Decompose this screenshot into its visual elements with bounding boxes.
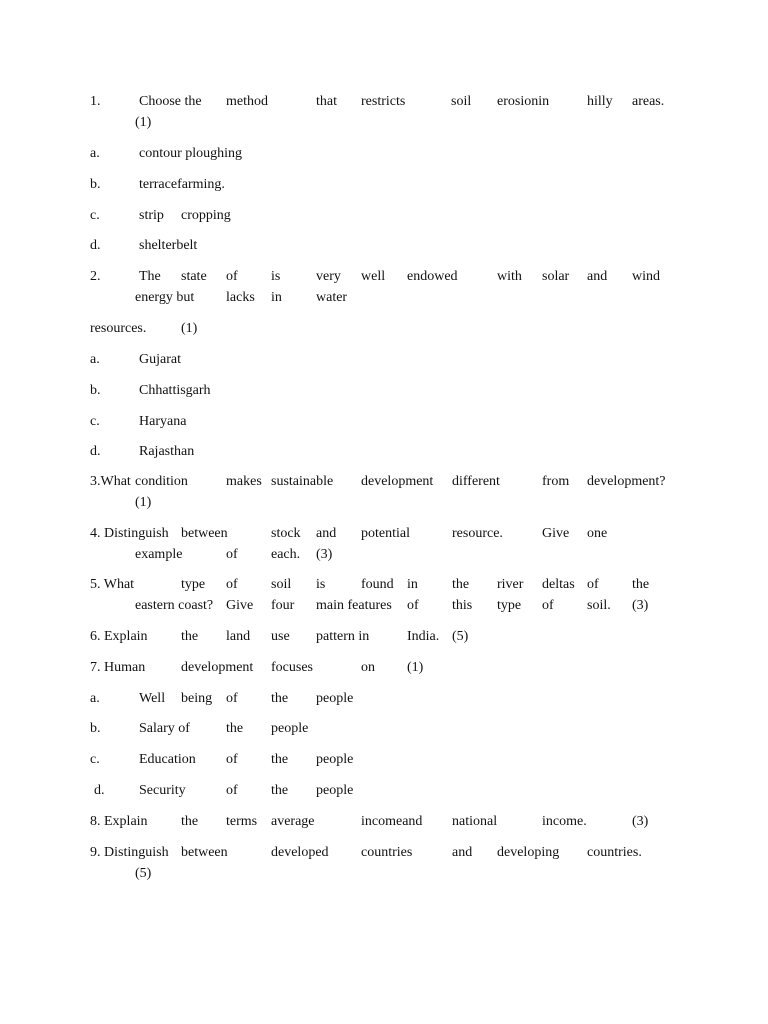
question-word: development — [361, 474, 434, 489]
question-word: pattern in — [316, 629, 370, 644]
option-word: Salary of — [139, 721, 190, 736]
question-word: 3.What — [90, 474, 131, 489]
question-word: type — [497, 598, 522, 613]
question-word: focuses — [271, 660, 313, 675]
option-letter: a. — [90, 352, 100, 367]
question-word: developing — [497, 845, 560, 860]
option-c — [0, 412, 768, 432]
question-word: sustainable — [271, 474, 334, 489]
question-word: method — [226, 94, 268, 109]
question-word: countries. — [587, 845, 642, 860]
option-text: Chhattisgarh — [139, 383, 211, 398]
question-8 — [0, 812, 768, 832]
option-letter: c. — [90, 208, 100, 223]
question-word: example — [135, 547, 183, 562]
option-word: cropping — [181, 208, 231, 223]
question-word: and — [452, 845, 473, 860]
question-word: soil — [451, 94, 472, 109]
question-word: and — [587, 269, 608, 284]
question-word: the — [632, 577, 650, 592]
question-word: well — [361, 269, 386, 284]
question-word: 8. Explain — [90, 814, 148, 829]
question-word: is — [271, 269, 281, 284]
question-6 — [0, 627, 768, 647]
question-word: type — [181, 577, 206, 592]
question-word: India. — [407, 629, 440, 644]
option-word: of — [226, 783, 238, 798]
option-letter: d. — [90, 238, 101, 253]
question-word: river — [497, 577, 524, 592]
option-word: people — [316, 691, 354, 706]
option-d — [0, 442, 768, 462]
option-d — [0, 781, 768, 801]
option-letter: b. — [90, 177, 101, 192]
question-marks: (1) — [135, 115, 152, 130]
question-word: each. — [271, 547, 301, 562]
question-word: 9. Distinguish — [90, 845, 169, 860]
question-word: between — [181, 526, 228, 541]
question-5 — [0, 575, 768, 595]
question-word: on — [361, 660, 375, 675]
question-word: the — [181, 629, 199, 644]
option-a — [0, 350, 768, 370]
question-word: water — [316, 290, 348, 305]
question-word: 7. Human — [90, 660, 146, 675]
question-3-marks-line — [0, 493, 768, 513]
question-word: in — [407, 577, 418, 592]
question-word: use — [271, 629, 290, 644]
question-word: Give — [226, 598, 254, 613]
question-2 — [0, 267, 768, 287]
question-word: erosionin — [497, 94, 550, 109]
question-word: development? — [587, 474, 666, 489]
question-word: and — [316, 526, 337, 541]
option-word: the — [226, 721, 244, 736]
option-word: Security — [139, 783, 186, 798]
question-word: of — [226, 547, 238, 562]
question-marks: (1) — [407, 660, 424, 675]
question-word: solar — [542, 269, 570, 284]
question-word: is — [316, 577, 326, 592]
option-a — [0, 144, 768, 164]
option-letter: b. — [90, 721, 101, 736]
question-word: Give — [542, 526, 570, 541]
option-word: strip — [139, 208, 164, 223]
option-a — [0, 689, 768, 709]
question-marks: (5) — [135, 866, 152, 881]
option-c — [0, 206, 768, 226]
question-word: hilly — [587, 94, 613, 109]
question-2-line-3 — [0, 319, 768, 339]
question-word: this — [452, 598, 473, 613]
question-word: land — [226, 629, 251, 644]
question-word: countries — [361, 845, 413, 860]
question-word: Choose the — [139, 94, 202, 109]
option-text: terracefarming. — [139, 177, 225, 192]
question-9-marks-line — [0, 864, 768, 884]
option-word: Well — [139, 691, 166, 706]
question-word: one — [587, 526, 608, 541]
option-b — [0, 381, 768, 401]
question-marks: (3) — [632, 814, 649, 829]
question-4-line-2 — [0, 545, 768, 565]
question-word: terms — [226, 814, 258, 829]
option-letter: a. — [90, 146, 100, 161]
question-word: energy but — [135, 290, 195, 305]
option-b — [0, 719, 768, 739]
question-word: income. — [542, 814, 587, 829]
question-word: condition — [135, 474, 188, 489]
question-1-marks-line — [0, 113, 768, 133]
question-word: areas. — [632, 94, 665, 109]
question-7 — [0, 658, 768, 678]
option-b — [0, 175, 768, 195]
question-9 — [0, 843, 768, 863]
option-word: the — [271, 783, 289, 798]
question-word: developed — [271, 845, 329, 860]
question-2-line-2 — [0, 288, 768, 308]
option-text: Rajasthan — [139, 444, 195, 459]
question-3 — [0, 472, 768, 492]
question-1 — [0, 92, 768, 112]
option-letter: c. — [90, 414, 100, 429]
question-number: 1. — [90, 94, 101, 109]
question-word: with — [497, 269, 522, 284]
question-word: makes — [226, 474, 262, 489]
question-word: found — [361, 577, 394, 592]
question-word: restricts — [361, 94, 406, 109]
question-word: resources. — [90, 321, 147, 336]
question-word: wind — [632, 269, 660, 284]
question-word: of — [226, 269, 238, 284]
option-word: of — [226, 752, 238, 767]
option-word: being — [181, 691, 213, 706]
question-word: the — [452, 577, 470, 592]
question-word: of — [407, 598, 419, 613]
question-5-line-2 — [0, 596, 768, 616]
option-word: the — [271, 752, 289, 767]
question-marks: (1) — [135, 495, 152, 510]
option-c — [0, 750, 768, 770]
question-word: development — [181, 660, 254, 675]
question-4 — [0, 524, 768, 544]
option-word: the — [271, 691, 289, 706]
question-word: eastern coast? — [135, 598, 214, 613]
question-word: different — [452, 474, 500, 489]
question-word: deltas — [542, 577, 575, 592]
question-word: average — [271, 814, 315, 829]
question-word: between — [181, 845, 228, 860]
question-word: 6. Explain — [90, 629, 148, 644]
option-word: people — [316, 783, 354, 798]
question-word: soil — [271, 577, 292, 592]
option-letter: b. — [90, 383, 101, 398]
question-word: potential — [361, 526, 410, 541]
question-word: four — [271, 598, 295, 613]
option-word: people — [316, 752, 354, 767]
question-word: of — [587, 577, 599, 592]
question-marks: (5) — [452, 629, 469, 644]
option-text: Haryana — [139, 414, 187, 429]
option-letter: d. — [90, 444, 101, 459]
question-word: of — [226, 577, 238, 592]
option-letter: d. — [94, 783, 105, 798]
question-word: stock — [271, 526, 301, 541]
question-word: soil. — [587, 598, 611, 613]
question-word: from — [542, 474, 570, 489]
option-text: contour ploughing — [139, 146, 243, 161]
question-word: main features — [316, 598, 392, 613]
question-word: very — [316, 269, 341, 284]
question-word: lacks — [226, 290, 255, 305]
question-word: 4. Distinguish — [90, 526, 169, 541]
question-word: that — [316, 94, 337, 109]
option-word: Education — [139, 752, 196, 767]
question-word: in — [271, 290, 282, 305]
question-word: incomeand — [361, 814, 423, 829]
question-word: state — [181, 269, 207, 284]
option-text: shelterbelt — [139, 238, 198, 253]
option-letter: a. — [90, 691, 100, 706]
option-word: of — [226, 691, 238, 706]
question-marks: (3) — [632, 598, 649, 613]
question-word: 5. What — [90, 577, 135, 592]
question-word: the — [181, 814, 199, 829]
question-marks: (3) — [316, 547, 333, 562]
option-letter: c. — [90, 752, 100, 767]
question-word: of — [542, 598, 554, 613]
question-number: 2. — [90, 269, 101, 284]
question-word: national — [452, 814, 498, 829]
question-word: The — [139, 269, 161, 284]
option-text: Gujarat — [139, 352, 181, 367]
option-word: people — [271, 721, 309, 736]
option-d — [0, 236, 768, 256]
question-word: resource. — [452, 526, 503, 541]
question-word: endowed — [407, 269, 458, 284]
question-marks: (1) — [181, 321, 198, 336]
